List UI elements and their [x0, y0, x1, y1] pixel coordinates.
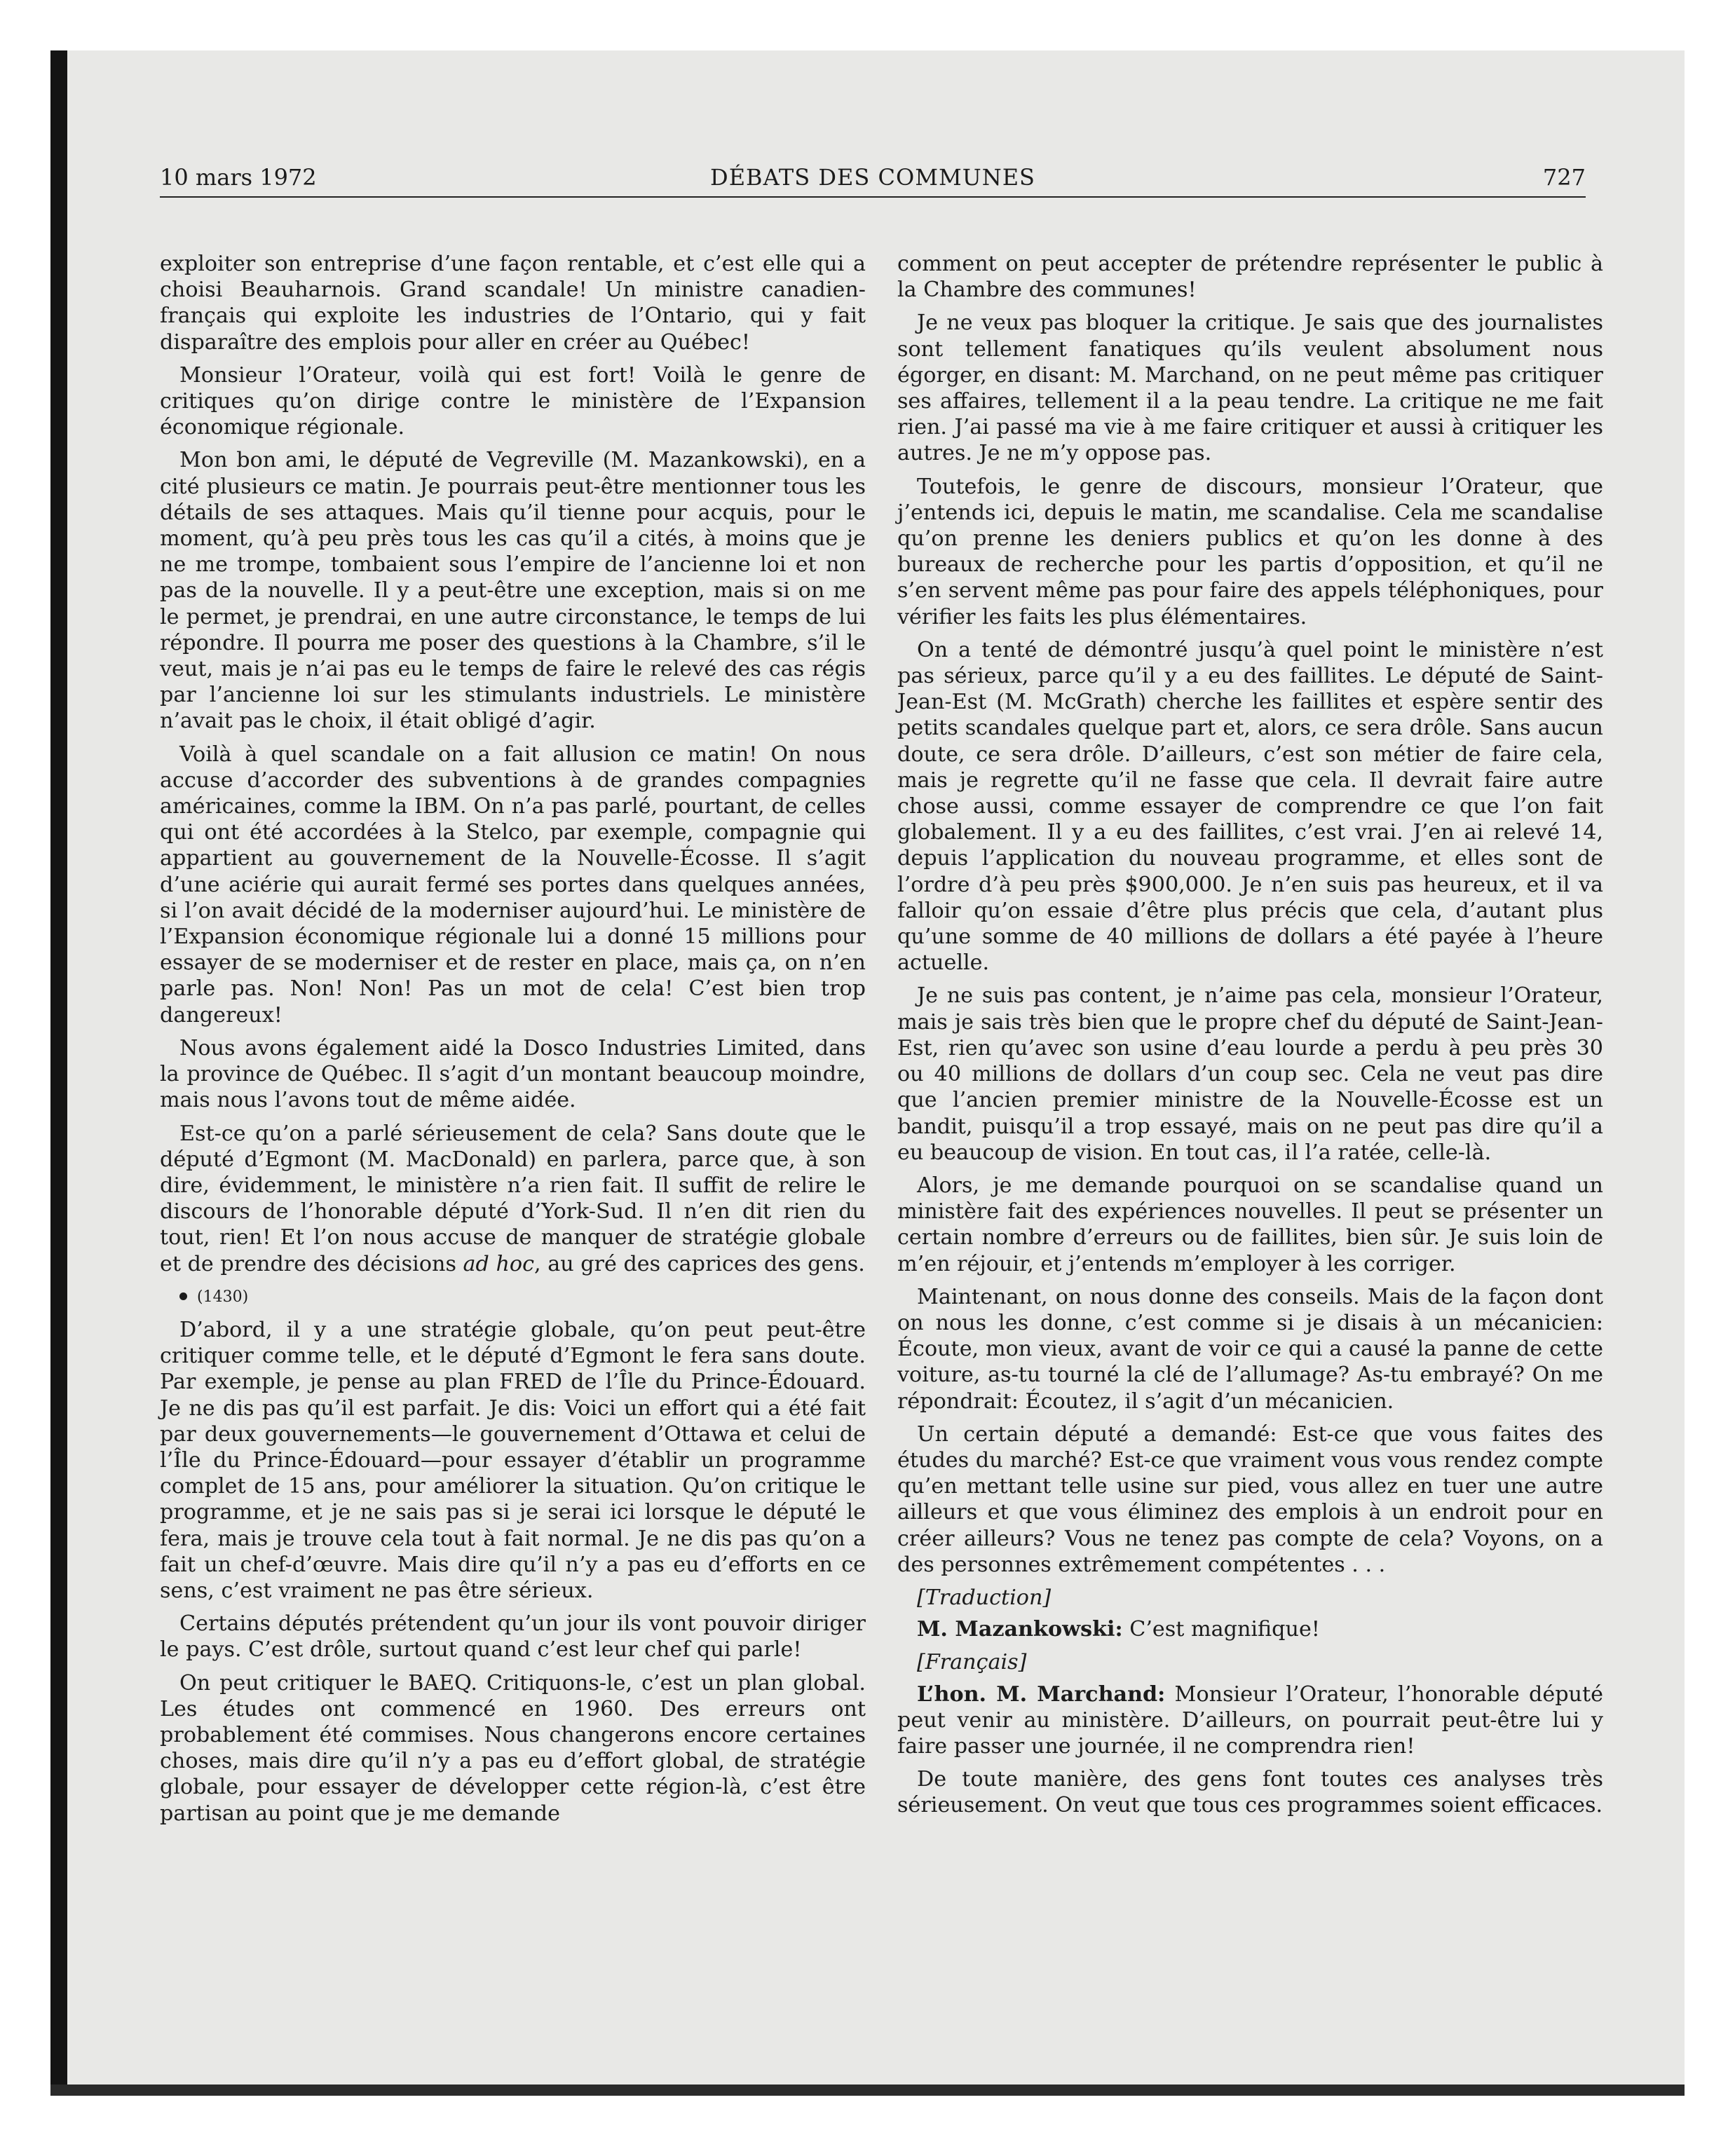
speaker-name: L’hon. M. Marchand:	[917, 1681, 1166, 1707]
header-date: 10 mars 1972	[160, 164, 317, 191]
paragraph: On a tenté de démontré jusqu’à quel point le ministère n’est pas sérieux, parce qu’il y a eu des faillites. Le député de Saint-Jean-Est (M. McGrath) cherche les faillites et espère sentir des petits scandales quelque part et, alors, ce sera drôle. Sans aucun doute, ce sera drôle. D’ailleurs, c’est son métier de faire cela, mais je regrette qu’il ne fasse que cela. Il devrait faire autre chose aussi, comme essayer de comprendre ce que l’on fait globalement. Il y a eu des faillites, c’est vrai. J’en ai relevé 14, depuis l’application du nouveau programme, et elles sont de l’ordre d’à peu près $900,000. Je n’en suis pas heureux, et il va falloir qu’on essaie d’être plus précis que cela, d’autant plus qu’une somme de 40 millions de dollars a été payée à l’heure actuelle.	[897, 637, 1603, 976]
paragraph: Maintenant, on nous donne des conseils. Mais de la façon dont on nous les donne, c’est comme si je disais à un mécanicien: Écoute, mon vieux, avant de voir ce qui a causé la panne de cette voiture, as-tu tourné la clé de l’allumage? As-tu embrayé? On me répondrait: Écoutez, il s’agit d’un mécanicien.	[897, 1284, 1603, 1414]
running-header	[160, 164, 1586, 198]
paragraph: exploiter son entreprise d’une façon rentable, et c’est elle qui a choisi Beauharnois. Grand scandale! Un ministre canadien-français qui exploite les industries de l’Ontario, qui y fait disparaître des emplois pour aller en créer au Québec!	[160, 252, 866, 355]
bottom-edge-shadow	[50, 2085, 1685, 2096]
language-tag: [Français]	[917, 1650, 1027, 1675]
paragraph: Certains députés prétendent qu’un jour ils vont pouvoir diriger le pays. C’est drôle, surtout quand c’est leur chef qui parle!	[160, 1611, 866, 1663]
paragraph: D’abord, il y a une stratégie globale, qu’on peut peut-être critiquer comme telle, et le député d’Egmont le fera sans doute. Par exemple, je pense au plan FRED de l’Île du Prince-Édouard. Je ne dis pas qu’il est parfait. Je dis: Voici un effort qui a été fait par deux gouvernements—le gouvernement d’Ottawa et celui de l’Île du Prince-Édouard—pour essayer d’établir un programme complet de 15 ans, pour améliorer la situation. Qu’on critique le programme, et je ne sais pas si je serai ici lorsque le député le fera, mais je trouve cela tout à fait normal. Je ne dis pas qu’on a fait un chef-d’œuvre. Mais dire qu’il n’y a pas eu d’efforts en ce sens, c’est vraiment ne pas être sérieux.	[160, 1317, 866, 1603]
book-spine-shadow	[50, 50, 67, 2085]
paragraph-text: Est-ce qu’on a parlé sérieusement de cela? Sans doute que le député d’Egmont (M. MacDonald) en parlera, parce que, à son dire, évidemment, le ministère n’a rien fait. Il suffit de relire le discours de l’honorable député d’York-Sud. Il n’en dit rien du tout, rien! Et l’on nous accuse de manquer de stratégie globale et de prendre des décisions	[160, 1121, 866, 1276]
header-title: DÉBATS DES COMMUNES	[710, 164, 1035, 191]
paragraph: Un certain député a demandé: Est-ce que vous faites des études du marché? Est-ce que vraiment vous vous rendez compte qu’en mettant telle usine sur pied, vous allez en tuer une autre ailleurs et que vous éliminez des emplois à un endroit pour en créer ailleurs? Vous ne tenez pas compte de cela? Voyons, on a des personnes extrêmement compétentes . . .	[897, 1421, 1603, 1577]
paragraph: Toutefois, le genre de discours, monsieur l’Orateur, que j’entends ici, depuis le matin, me scandalise. Cela me scandalise qu’on prenne les deniers publics et qu’on les donne à des bureaux de recherche pour les partis d’opposition, et qu’il ne s’en servent même pas pour faire des appels téléphoniques, pour vérifier les faits les plus élémentaires.	[897, 474, 1603, 629]
page-number: 727	[1542, 164, 1586, 191]
right-column	[897, 251, 1603, 1826]
paragraph: On peut critiquer le BAEQ. Critiquons-le, c’est un plan global. Les études ont commencé en 1960. Des erreurs ont probablement été commises. Nous changerons encore certaines choses, mais dire qu’il n’y a pas eu d’effort global, de stratégie globale, pour essayer de développer cette région-là, c’est être partisan au point que je me demande	[160, 1670, 866, 1826]
paragraph: Nous avons également aidé la Dosco Industries Limited, dans la province de Québec. Il s’agit d’un montant beaucoup moindre, mais nous l’avons tout de même aidée.	[160, 1035, 866, 1113]
speaker-paragraph	[897, 1681, 1603, 1760]
paragraph: Mon bon ami, le député de Vegreville (M. Mazankowski), en a cité plusieurs ce matin. Je pourrais peut-être mentionner tous les détails de ses attaques. Mais qu’il tienne pour acquis, pour le moment, qu’à peu près tous les cas qu’il a cités, à moins que je ne me trompe, tombaient sous l’empire de l’ancienne loi et non pas de la nouvelle. Il y a peut-être une exception, mais si on me le permet, je prendrai, en une autre circonstance, le temps de lui répondre. Il pourra me poser des questions à la Chambre, s’il le veut, mais je n’ai pas eu le temps de faire le relevé des cas régis par l’ancienne loi sur les stimulants industriels. Le ministère n’avait pas le choix, il était obligé d’agir.	[160, 448, 866, 734]
paragraph: Je ne veux pas bloquer la critique. Je sais que des journalistes sont tellement fanatiques qu’ils veulent absolument nous égorger, en disant: M. Marchand, on ne peut même pas critiquer ses affaires, tellement il a la peau tendre. La critique ne me fait rien. J’ai passé ma vie à me faire critiquer et aussi à critiquer les autres. Je ne m’y oppose pas.	[897, 311, 1603, 466]
time-marker-label: (1430)	[197, 1288, 249, 1306]
bullet-icon	[179, 1292, 187, 1300]
speaker-paragraph	[897, 1616, 1603, 1642]
paragraph: Je ne suis pas content, je n’aime pas cela, monsieur l’Orateur, mais je sais très bien que le propre chef du député de Saint-Jean-Est, rien qu’avec son usine d’eau lourde a perdu à peu près 30 ou 40 millions de dollars d’un coup sec. Cela ne veut pas dire que l’ancien premier ministre de la Nouvelle-Écosse est un bandit, puisqu’il a trop essayé, mais on ne peut pas dire qu’il a eu beaucoup de vision. En tout cas, il l’a ratée, celle-là.	[897, 983, 1603, 1165]
paragraph: Voilà à quel scandale on a fait allusion ce matin! On nous accuse d’accorder des subventions à de grandes compagnies américaines, comme la IBM. On n’a pas parlé, pourtant, de celles qui ont été accordées à la Stelco, par exemple, compagnie qui appartient au gouvernement de la Nouvelle-Écosse. Il s’agit d’une aciérie qui aurait fermé ses portes dans quelques années, si l’on avait décidé de la moderniser aujourd’hui. Le ministère de l’Expansion économique régionale lui a donné 15 millions pour essayer de se moderniser et de rester en place, mais ça, on n’en parle pas. Non! Non! Pas un mot de cela! C’est bien trop dangereux!	[160, 742, 866, 1028]
time-marker	[160, 1284, 866, 1310]
speech-text: Monsieur l’Orateur, l’honorable député peut venir au ministère. D’ailleurs, on pourrait peut-être lui y faire passer une journée, il ne comprendra rien!	[897, 1681, 1603, 1759]
paragraph-text-end: , au gré des caprices des gens.	[534, 1251, 865, 1276]
speech-text: C’est magnifique!	[1122, 1617, 1320, 1642]
paragraph: comment on peut accepter de prétendre représenter le public à la Chambre des communes!	[897, 252, 1603, 303]
paragraph: Monsieur l’Orateur, voilà qui est fort! Voilà le genre de critiques qu’on dirige contre le ministère de l’Expansion économique régionale.	[160, 362, 866, 440]
paragraph: Alors, je me demande pourquoi on se scandalise quand un ministère fait des expériences nouvelles. Il peut se présenter un certain nombre d’erreurs ou de faillites, bien sûr. Je suis loin de m’en réjouir, et j’entends m’employer à les corriger.	[897, 1173, 1603, 1276]
paragraph: De toute manière, des gens font toutes ces analyses très sérieusement. On veut que tous ces programmes soient efficaces.	[897, 1767, 1603, 1818]
latin-phrase: ad hoc	[463, 1251, 534, 1276]
left-column	[160, 251, 866, 1834]
speaker-name: M. Mazankowski:	[917, 1617, 1123, 1642]
paragraph	[160, 1121, 866, 1277]
language-tag: [Traduction]	[917, 1585, 1052, 1610]
